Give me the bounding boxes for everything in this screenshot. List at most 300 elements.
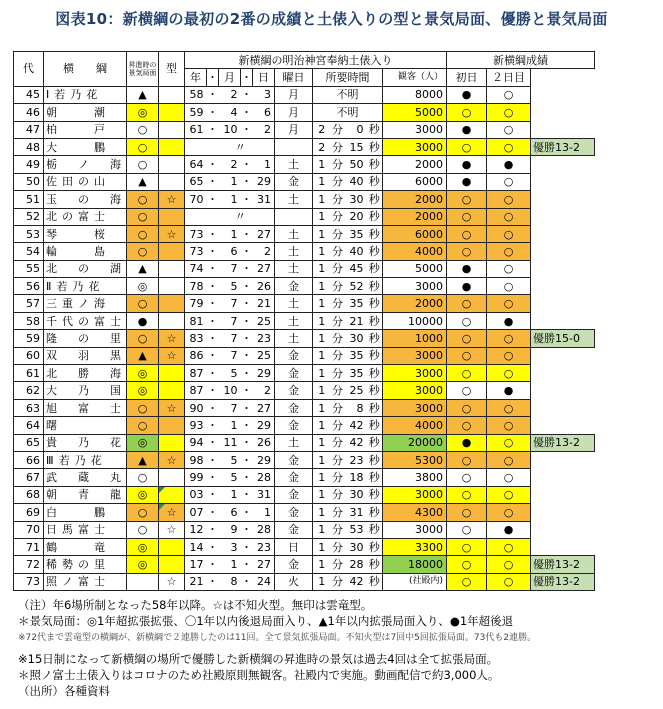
- row-dot1: ・: [207, 521, 219, 538]
- row-shonichi: ○: [447, 138, 487, 155]
- row-year: 14: [185, 538, 207, 555]
- row-yokozuna-name: 佐田の山: [44, 173, 127, 190]
- row-yokozuna-name: 曙: [44, 417, 127, 434]
- row-min: 1: [313, 573, 331, 590]
- row-dot2: ・: [241, 330, 253, 347]
- row-year: 73: [185, 243, 207, 260]
- row-yusho: 優勝15-0: [531, 330, 595, 347]
- row-dot2: ・: [241, 104, 253, 121]
- row-futsukame: ○: [487, 121, 531, 138]
- table-row: [14, 365, 595, 382]
- table-row: [14, 86, 595, 103]
- row-audience: 4300: [383, 504, 447, 521]
- note-terunofuji: ＊照ノ富士土俵入りはコロナのため社殿原則無観客。社殿内で実施。動画配信で約3,000人。: [18, 668, 500, 682]
- row-dai: 50: [14, 173, 44, 190]
- row-yusho: [531, 312, 595, 329]
- table-row: [14, 399, 595, 416]
- row-fun: 分: [331, 295, 345, 312]
- row-dai: 65: [14, 434, 44, 451]
- row-yokozuna-name: 千代の富士: [44, 312, 127, 329]
- row-year: 61: [185, 121, 207, 138]
- row-youbi: 土: [275, 260, 313, 277]
- row-sec: 35: [345, 225, 367, 242]
- table-row: [14, 156, 595, 173]
- row-kata-mark: [159, 260, 185, 277]
- row-futsukame: ●: [487, 382, 531, 399]
- row-dai: 53: [14, 225, 44, 242]
- row-dot1: ・: [207, 225, 219, 242]
- row-shonichi: ○: [447, 556, 487, 573]
- table-row: [14, 191, 595, 208]
- row-dot1: ・: [207, 156, 219, 173]
- row-futsukame: ○: [487, 208, 531, 225]
- table-row: [14, 173, 595, 190]
- row-sec: 15: [345, 138, 367, 155]
- row-year: 98: [185, 451, 207, 468]
- row-yokozuna-name: 大 乃 国: [44, 382, 127, 399]
- row-fun: 分: [331, 417, 345, 434]
- table-row: [14, 208, 595, 225]
- row-dot1: ・: [207, 417, 219, 434]
- row-futsukame: ○: [487, 104, 531, 121]
- row-byou: 秒: [367, 521, 383, 538]
- row-dot1: ・: [207, 573, 219, 590]
- row-fun: 分: [331, 208, 345, 225]
- row-yusho: [531, 225, 595, 242]
- row-youbi: 金: [275, 399, 313, 416]
- row-month: 3: [219, 538, 241, 555]
- row-sec: 45: [345, 260, 367, 277]
- row-keiki-mark: ○: [127, 417, 159, 434]
- row-futsukame: ○: [487, 191, 531, 208]
- row-dot1: ・: [207, 504, 219, 521]
- row-dai: 73: [14, 573, 44, 590]
- row-dot2: ・: [241, 417, 253, 434]
- row-kata-mark: ☆: [159, 573, 185, 590]
- row-futsukame: ○: [487, 295, 531, 312]
- row-yusho: [531, 278, 595, 295]
- table-row: [14, 382, 595, 399]
- row-keiki-mark: ▲: [127, 86, 159, 103]
- row-audience: 3000: [383, 365, 447, 382]
- row-futsukame: ○: [487, 365, 531, 382]
- row-day: 27: [253, 260, 275, 277]
- row-shonichi: ○: [447, 225, 487, 242]
- row-kata-mark: [159, 243, 185, 260]
- row-youbi: 土: [275, 295, 313, 312]
- row-dai: 52: [14, 208, 44, 225]
- row-yusho: 優勝13-2: [531, 434, 595, 451]
- row-fun: 分: [331, 191, 345, 208]
- row-year: 59: [185, 104, 207, 121]
- row-dai: 67: [14, 469, 44, 486]
- row-byou: 秒: [367, 434, 383, 451]
- row-yusho: [531, 121, 595, 138]
- row-min: 1: [313, 556, 331, 573]
- row-youbi: [275, 138, 313, 155]
- row-futsukame: ○: [487, 486, 531, 503]
- row-dot2: ・: [241, 521, 253, 538]
- row-sec: 23: [345, 451, 367, 468]
- row-audience: 3800: [383, 469, 447, 486]
- row-yusho: [531, 156, 595, 173]
- row-kata-mark: [159, 278, 185, 295]
- row-byou: 秒: [367, 504, 383, 521]
- row-dot1: ・: [207, 243, 219, 260]
- row-shonichi: ○: [447, 521, 487, 538]
- row-audience: 3000: [383, 382, 447, 399]
- row-sec: 30: [345, 330, 367, 347]
- row-year: 64: [185, 156, 207, 173]
- row-kata-mark: [159, 556, 185, 573]
- row-byou: 秒: [367, 225, 383, 242]
- row-shonichi: ●: [447, 173, 487, 190]
- row-youbi: 金: [275, 365, 313, 382]
- row-futsukame: ○: [487, 260, 531, 277]
- row-kata-mark: [159, 469, 185, 486]
- row-byou: 秒: [367, 156, 383, 173]
- row-dot2: ・: [241, 451, 253, 468]
- row-futsukame: ○: [487, 538, 531, 555]
- row-day: 31: [253, 486, 275, 503]
- table-row: [14, 312, 595, 329]
- row-day: 27: [253, 225, 275, 242]
- row-day: 29: [253, 451, 275, 468]
- row-dot1: ・: [207, 434, 219, 451]
- table-row: [14, 469, 595, 486]
- row-month: 7: [219, 347, 241, 364]
- row-futsukame: ○: [487, 278, 531, 295]
- row-day: 26: [253, 434, 275, 451]
- table-row: [14, 434, 595, 451]
- row-sec: 42: [345, 434, 367, 451]
- row-yusho: [531, 399, 595, 416]
- row-keiki-mark: ○: [127, 225, 159, 242]
- row-day: 2: [253, 121, 275, 138]
- row-audience: 3000: [383, 399, 447, 416]
- row-byou: 秒: [367, 312, 383, 329]
- row-audience: 4000: [383, 417, 447, 434]
- row-kata-mark: [159, 86, 185, 103]
- row-dai: 55: [14, 260, 44, 277]
- row-fun: 分: [331, 225, 345, 242]
- row-min: 1: [313, 191, 331, 208]
- row-sec: 20: [345, 208, 367, 225]
- row-keiki-mark: ○: [127, 469, 159, 486]
- row-sec: 42: [345, 573, 367, 590]
- row-min: 1: [313, 173, 331, 190]
- row-dai: 45: [14, 86, 44, 103]
- row-dai: 64: [14, 417, 44, 434]
- row-min: 1: [313, 208, 331, 225]
- row-futsukame: ○: [487, 504, 531, 521]
- row-futsukame: ○: [487, 573, 531, 590]
- table-row: [14, 486, 595, 503]
- row-audience: 2000: [383, 208, 447, 225]
- row-kata-mark: [159, 312, 185, 329]
- row-yusho: [531, 173, 595, 190]
- row-year: 17: [185, 556, 207, 573]
- row-futsukame: ○: [487, 434, 531, 451]
- row-audience: 5000: [383, 104, 447, 121]
- row-kata-mark: ☆: [159, 225, 185, 242]
- row-youbi: 金: [275, 451, 313, 468]
- row-futsukame: ●: [487, 312, 531, 329]
- row-dot1: ・: [207, 191, 219, 208]
- row-youbi: 金: [275, 486, 313, 503]
- row-dot2: ・: [241, 486, 253, 503]
- row-dot2: ・: [241, 469, 253, 486]
- row-year: 79: [185, 295, 207, 312]
- row-yusho: [531, 260, 595, 277]
- row-keiki-mark: ◎: [127, 278, 159, 295]
- row-dot1: ・: [207, 104, 219, 121]
- row-shonichi: ○: [447, 538, 487, 555]
- table-row: [14, 451, 595, 468]
- row-sec: 31: [345, 504, 367, 521]
- row-youbi: 月: [275, 104, 313, 121]
- header-shonichi: 初日: [447, 69, 487, 86]
- note-72: ※72代まで雲竜型の横綱が、新横綱で２連勝したのは11回。全て景気拡張局面。不知火型は7回中5回拡張局面。73代も2連勝。: [18, 633, 537, 643]
- row-yokozuna-name: 旭 富 士: [44, 399, 127, 416]
- row-yusho: [531, 104, 595, 121]
- row-kata-mark: [159, 138, 185, 155]
- table-body: [14, 86, 595, 590]
- table-row: [14, 225, 595, 242]
- row-audience: 3000: [383, 138, 447, 155]
- header-dot2: ・: [241, 69, 253, 86]
- note-source: （出所）各種資料: [18, 684, 110, 698]
- row-keiki-mark: ○: [127, 399, 159, 416]
- row-min: 1: [313, 417, 331, 434]
- row-kata-mark: [159, 173, 185, 190]
- row-year: [185, 138, 207, 155]
- row-dai: 51: [14, 191, 44, 208]
- row-min: 1: [313, 330, 331, 347]
- row-kata-mark: [159, 208, 185, 225]
- row-audience: 3000: [383, 521, 447, 538]
- row-kata-mark: [159, 486, 185, 503]
- row-fun: 分: [331, 504, 345, 521]
- row-month: 6: [219, 243, 241, 260]
- row-audience: 3000: [383, 347, 447, 364]
- row-shonichi: ○: [447, 469, 487, 486]
- row-sec: 35: [345, 365, 367, 382]
- row-fun: 分: [331, 451, 345, 468]
- row-fun: 分: [331, 260, 345, 277]
- row-year: 07: [185, 504, 207, 521]
- row-min: 1: [313, 225, 331, 242]
- row-futsukame: ○: [487, 556, 531, 573]
- row-shonichi: ●: [447, 278, 487, 295]
- row-month: 7: [219, 295, 241, 312]
- row-dot1: ・: [207, 312, 219, 329]
- page-title: 図表10：新横綱の最初の2番の成績と土俵入りの型と景気局面、優勝と景気局面: [55, 10, 608, 28]
- row-dot2: ・: [241, 86, 253, 103]
- header-youbi: 曜日: [275, 69, 313, 86]
- row-fun: 分: [331, 521, 345, 538]
- row-keiki-mark: ○: [127, 208, 159, 225]
- row-day: 28: [253, 469, 275, 486]
- header-month: 月: [219, 69, 241, 86]
- row-dai: 71: [14, 538, 44, 555]
- row-fun: 分: [331, 312, 345, 329]
- row-sec: 8: [345, 399, 367, 416]
- row-min: 1: [313, 434, 331, 451]
- row-min: 1: [313, 365, 331, 382]
- row-byou: 秒: [367, 399, 383, 416]
- row-byou: 秒: [367, 469, 383, 486]
- row-dai: 58: [14, 312, 44, 329]
- row-audience: 6000: [383, 173, 447, 190]
- row-yusho: 優勝13-2: [531, 573, 595, 590]
- row-sec: 50: [345, 156, 367, 173]
- row-yokozuna-name: 日馬富士: [44, 521, 127, 538]
- row-dot2: ・: [241, 434, 253, 451]
- row-year: 90: [185, 399, 207, 416]
- row-youbi: 金: [275, 504, 313, 521]
- row-youbi: 土: [275, 191, 313, 208]
- row-keiki-mark: ○: [127, 330, 159, 347]
- row-youbi: 土: [275, 312, 313, 329]
- row-day: 24: [253, 573, 275, 590]
- row-shonichi: ●: [447, 156, 487, 173]
- row-futsukame: ○: [487, 173, 531, 190]
- row-dai: 49: [14, 156, 44, 173]
- row-futsukame: ●: [487, 156, 531, 173]
- row-youbi: 金: [275, 521, 313, 538]
- row-yokozuna-name: 白 鵬: [44, 504, 127, 521]
- header-kata: 型: [159, 52, 185, 87]
- header-shoshin: 昇進時の景気局面: [127, 52, 159, 87]
- header-kankyaku: 観客（人）: [383, 69, 447, 86]
- row-month: 4: [219, 104, 241, 121]
- table-row: [14, 295, 595, 312]
- row-yokozuna-name: 輪 島: [44, 243, 127, 260]
- row-yokozuna-name: 貴 乃 花: [44, 434, 127, 451]
- row-dot1: ・: [207, 486, 219, 503]
- row-byou: 秒: [367, 451, 383, 468]
- row-futsukame: ○: [487, 451, 531, 468]
- row-month: 7: [219, 260, 241, 277]
- row-byou: 秒: [367, 365, 383, 382]
- row-byou: 秒: [367, 138, 383, 155]
- row-dai: 61: [14, 365, 44, 382]
- row-kata-mark: ☆: [159, 521, 185, 538]
- row-dot2: ・: [241, 173, 253, 190]
- row-yusho: [531, 295, 595, 312]
- row-yokozuna-name: 朝 青 龍: [44, 486, 127, 503]
- row-byou: 秒: [367, 347, 383, 364]
- row-kata-mark: ☆: [159, 191, 185, 208]
- row-keiki-mark: ▲: [127, 451, 159, 468]
- row-audience: 20000: [383, 434, 447, 451]
- row-byou: 秒: [367, 260, 383, 277]
- row-yokozuna-name: Ⅱ若乃花: [44, 278, 127, 295]
- row-youbi: 金: [275, 173, 313, 190]
- row-yokozuna-name: 栃 ノ 海: [44, 156, 127, 173]
- row-dot2: ・: [241, 504, 253, 521]
- row-youbi: 土: [275, 330, 313, 347]
- row-dot2: ・: [241, 156, 253, 173]
- row-dot2: ・: [241, 312, 253, 329]
- row-month: 1: [219, 417, 241, 434]
- row-fun: 分: [331, 347, 345, 364]
- row-kata-mark: [159, 295, 185, 312]
- row-keiki-mark: ◎: [127, 434, 159, 451]
- row-year: 73: [185, 225, 207, 242]
- table-row: [14, 573, 595, 590]
- row-fun: 分: [331, 486, 345, 503]
- row-dot1: ・: [207, 330, 219, 347]
- row-futsukame: ○: [487, 469, 531, 486]
- row-audience: 3000: [383, 121, 447, 138]
- row-yusho: [531, 208, 595, 225]
- row-yusho: [531, 417, 595, 434]
- row-dot2: ・: [241, 295, 253, 312]
- table-row: [14, 104, 595, 121]
- row-dai: 60: [14, 347, 44, 364]
- row-futsukame: ○: [487, 86, 531, 103]
- row-time-text: 不明: [313, 86, 383, 103]
- row-kata-mark: [159, 434, 185, 451]
- row-min: 1: [313, 347, 331, 364]
- row-month: 1: [219, 486, 241, 503]
- yokozuna-table: [13, 51, 595, 591]
- row-fun: 分: [331, 278, 345, 295]
- row-dot1: ・: [207, 295, 219, 312]
- row-shonichi: ○: [447, 382, 487, 399]
- row-yokozuna-name: 鶴 竜: [44, 538, 127, 555]
- row-dai: 54: [14, 243, 44, 260]
- row-dai: 48: [14, 138, 44, 155]
- row-day: 2: [253, 243, 275, 260]
- row-month: 7: [219, 399, 241, 416]
- row-dai: 57: [14, 295, 44, 312]
- row-day: 3: [253, 86, 275, 103]
- row-futsukame: ○: [487, 138, 531, 155]
- row-fun: 分: [331, 556, 345, 573]
- row-yusho: [531, 347, 595, 364]
- row-shonichi: ○: [447, 208, 487, 225]
- row-sec: 0: [345, 121, 367, 138]
- table-row: [14, 347, 595, 364]
- header-yokozuna: 横 綱: [44, 52, 127, 87]
- row-dai: 72: [14, 556, 44, 573]
- row-day: 27: [253, 556, 275, 573]
- row-ditto: 〃: [207, 138, 275, 155]
- row-youbi: 金: [275, 347, 313, 364]
- row-futsukame: ○: [487, 417, 531, 434]
- header-year: 年: [185, 69, 207, 86]
- row-yokozuna-name: 双 羽 黒: [44, 347, 127, 364]
- row-sec: 40: [345, 243, 367, 260]
- row-youbi: 金: [275, 469, 313, 486]
- row-yokozuna-name: 隆 の 里: [44, 330, 127, 347]
- row-byou: 秒: [367, 556, 383, 573]
- row-kata-mark: [159, 121, 185, 138]
- row-dot2: ・: [241, 365, 253, 382]
- row-shonichi: ○: [447, 504, 487, 521]
- row-dot2: ・: [241, 538, 253, 555]
- row-year: 87: [185, 365, 207, 382]
- row-month: 7: [219, 330, 241, 347]
- row-month: 7: [219, 312, 241, 329]
- row-sec: 53: [345, 521, 367, 538]
- row-month: 9: [219, 521, 241, 538]
- row-fun: 分: [331, 469, 345, 486]
- row-shonichi: ○: [447, 365, 487, 382]
